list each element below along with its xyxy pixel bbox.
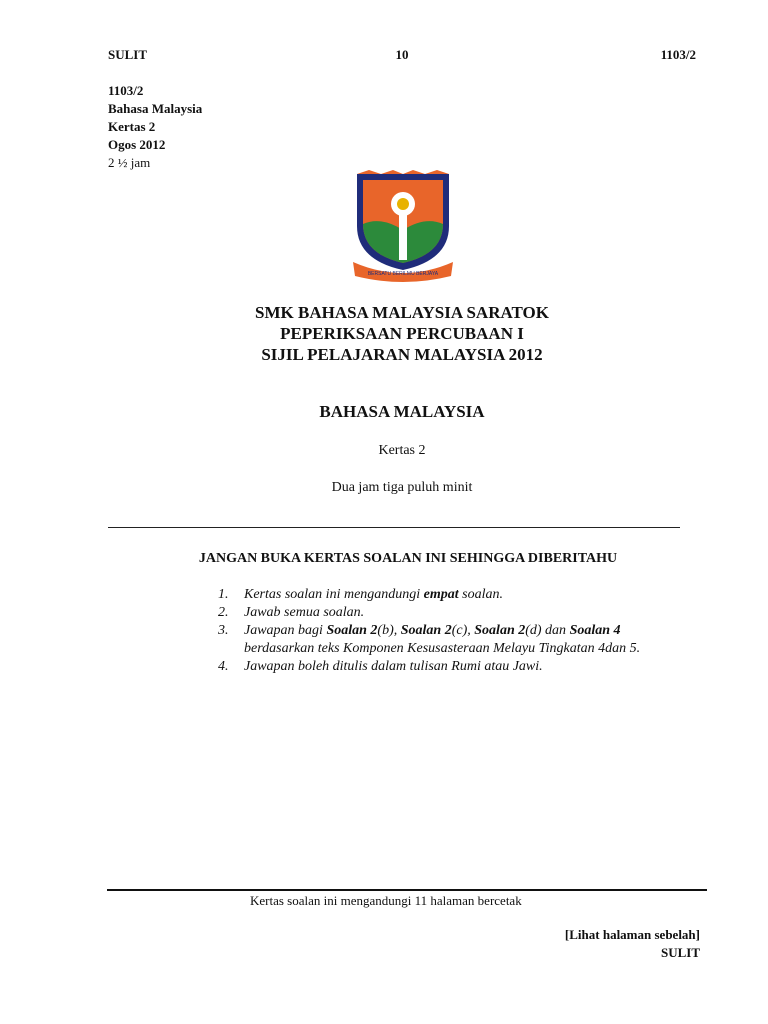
page-count-note: Kertas soalan ini mengandungi 11 halaman bercetak xyxy=(250,893,522,908)
svg-text:BERSATU BERILMU BERJAYA: BERSATU BERILMU BERJAYA xyxy=(367,271,439,277)
divider-line xyxy=(108,527,680,528)
instruction-item: 1. Kertas soalan ini mengandungi empat soalan. xyxy=(218,587,504,602)
meta-paper: Kertas 2 xyxy=(108,119,156,134)
header-sulit: SULIT xyxy=(108,47,148,62)
meta-date: Ogos 2012 xyxy=(108,137,166,152)
footer-divider xyxy=(107,889,707,891)
next-page-note: [Lihat halaman sebelah] xyxy=(564,927,700,942)
instruction-item: 4. Jawapan boleh ditulis dalam tulisan Rumi atau Jawi. xyxy=(218,659,543,674)
exam-name: PEPERIKSAAN PERCUBAAN I xyxy=(280,324,524,343)
warning-text: JANGAN BUKA KERTAS SOALAN INI SEHINGGA DIBERITAHU xyxy=(198,551,618,566)
certificate-name: SIJIL PELAJARAN MALAYSIA 2012 xyxy=(261,345,543,364)
header-code: 1103/2 xyxy=(660,47,696,62)
subject-title: BAHASA MALAYSIA xyxy=(319,402,485,421)
school-crest-icon xyxy=(351,168,455,284)
duration-text: Dua jam tiga puluh minit xyxy=(331,480,473,495)
paper-label: Kertas 2 xyxy=(378,443,426,458)
page-number: 10 xyxy=(395,47,409,62)
exam-titles xyxy=(0,302,768,365)
meta-code: 1103/2 xyxy=(108,83,144,98)
instruction-item: 3. Jawapan bagi Soalan 2(b), Soalan 2(c), Soalan 2(d) dan Soalan 4 berdasarkan teks Komponen Kesusasteraan Melayu Tingkatan 4dan 5. xyxy=(218,623,641,656)
paper-meta xyxy=(108,82,202,172)
meta-time: 2 ½ jam xyxy=(108,155,151,170)
instructions-list xyxy=(218,586,738,676)
school-name: SMK BAHASA MALAYSIA SARATOK xyxy=(255,303,549,322)
instruction-item: 2. Jawab semua soalan. xyxy=(218,605,365,620)
meta-subject: Bahasa Malaysia xyxy=(108,101,203,116)
footer-sulit: SULIT xyxy=(660,945,700,960)
